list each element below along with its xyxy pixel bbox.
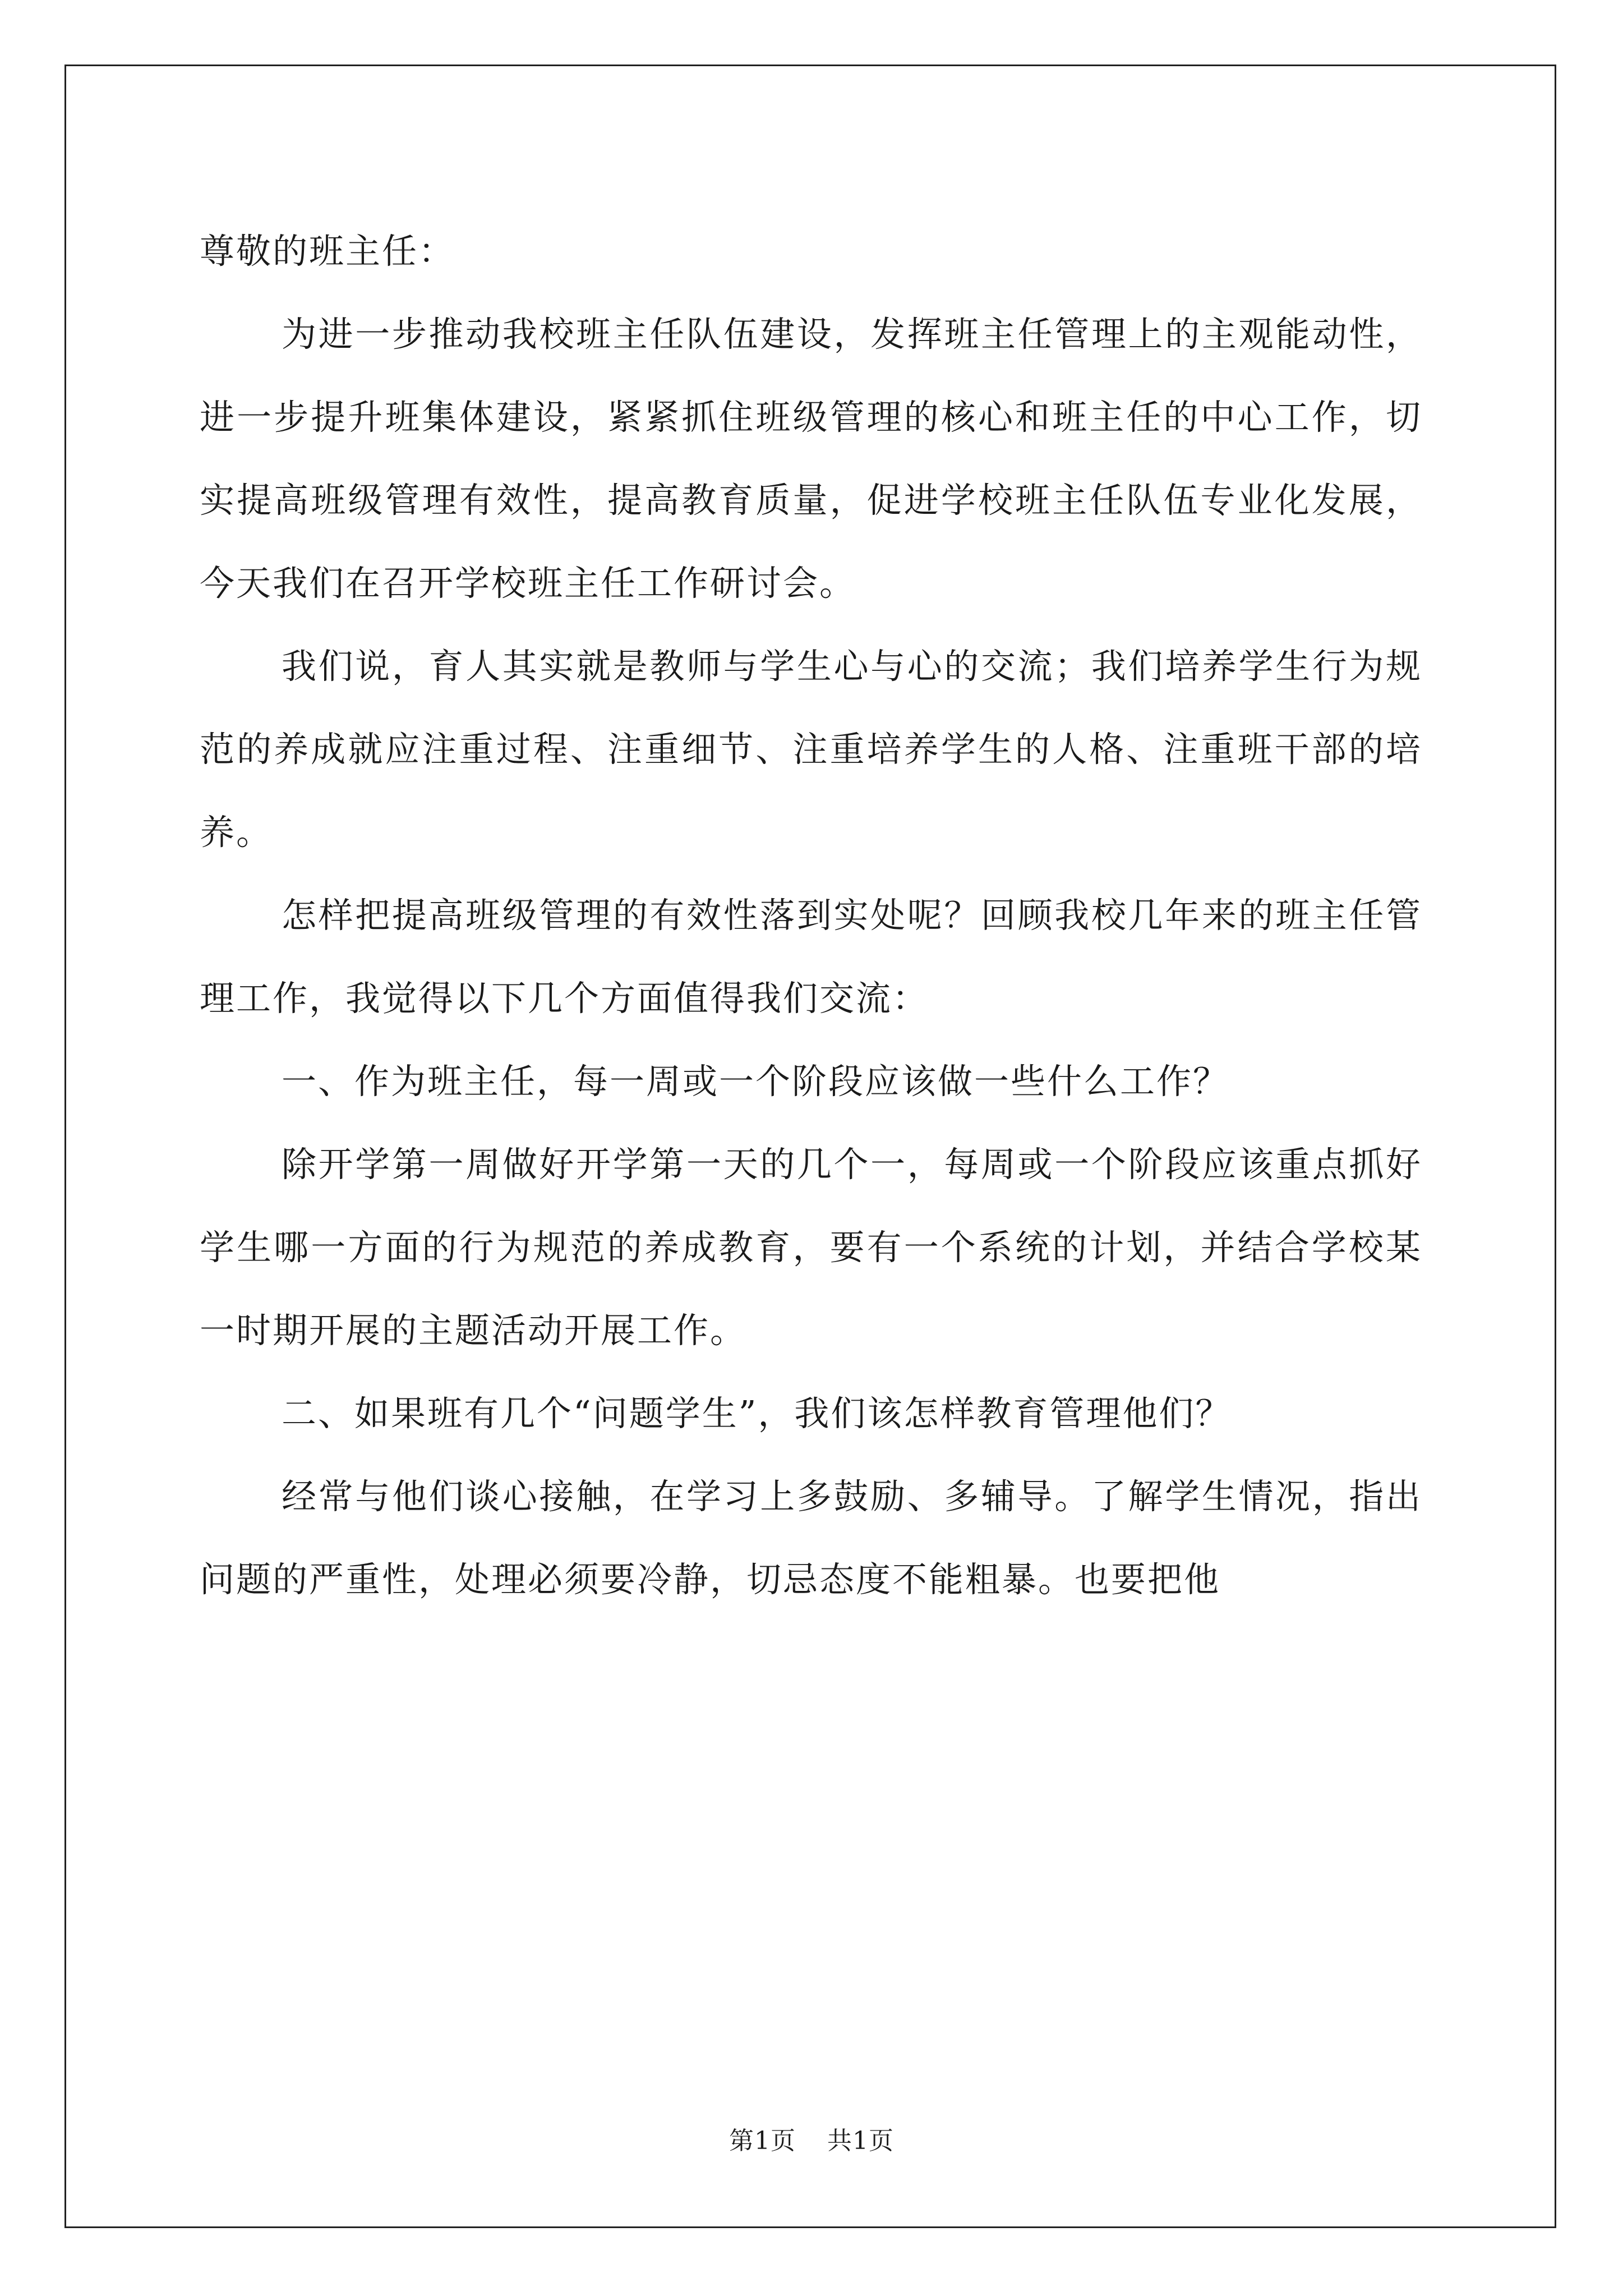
paragraph: 为进一步推动我校班主任队伍建设，发挥班主任管理上的主观能动性，进一步提升班集体建设，紧紧抓住班级管理的核心和班主任的中心工作，切实提高班级管理有效性，提高教育质量，促进学校班主任队伍专业化发展，今天我们在召开学校班主任工作研讨会。 <box>200 314 1422 604</box>
section-heading: 一、作为班主任，每一周或一个阶段应该做一些什么工作？ <box>282 1061 1230 1102</box>
document-body <box>200 210 1422 1621</box>
greeting: 尊敬的班主任： <box>200 231 455 272</box>
page-total: 共1页 <box>827 2127 894 2155</box>
page-footer <box>0 2120 1623 2156</box>
paragraph: 除开学第一周做好开学第一天的几个一，每周或一个阶段应该重点抓好学生哪一方面的行为规范的养成教育，要有一个系统的计划，并结合学校某一时期开展的主题活动开展工作。 <box>200 1144 1422 1351</box>
section-heading: 二、如果班有几个“问题学生”，我们该怎样教育管理他们？ <box>282 1393 1232 1434</box>
paragraph: 我们说，育人其实就是教师与学生心与心的交流；我们培养学生行为规范的养成就应注重过程、注重细节、注重培养学生的人格、注重班干部的培养。 <box>200 646 1422 853</box>
paragraph: 经常与他们谈心接触，在学习上多鼓励、多辅导。了解学生情况，指出问题的严重性，处理必须要冷静，切忌态度不能粗暴。也要把他 <box>200 1476 1422 1600</box>
paragraph: 怎样把提高班级管理的有效性落到实处呢？回顾我校几年来的班主任管理工作，我觉得以下几个方面值得我们交流： <box>200 895 1422 1019</box>
page-number: 第1页 <box>729 2127 796 2155</box>
